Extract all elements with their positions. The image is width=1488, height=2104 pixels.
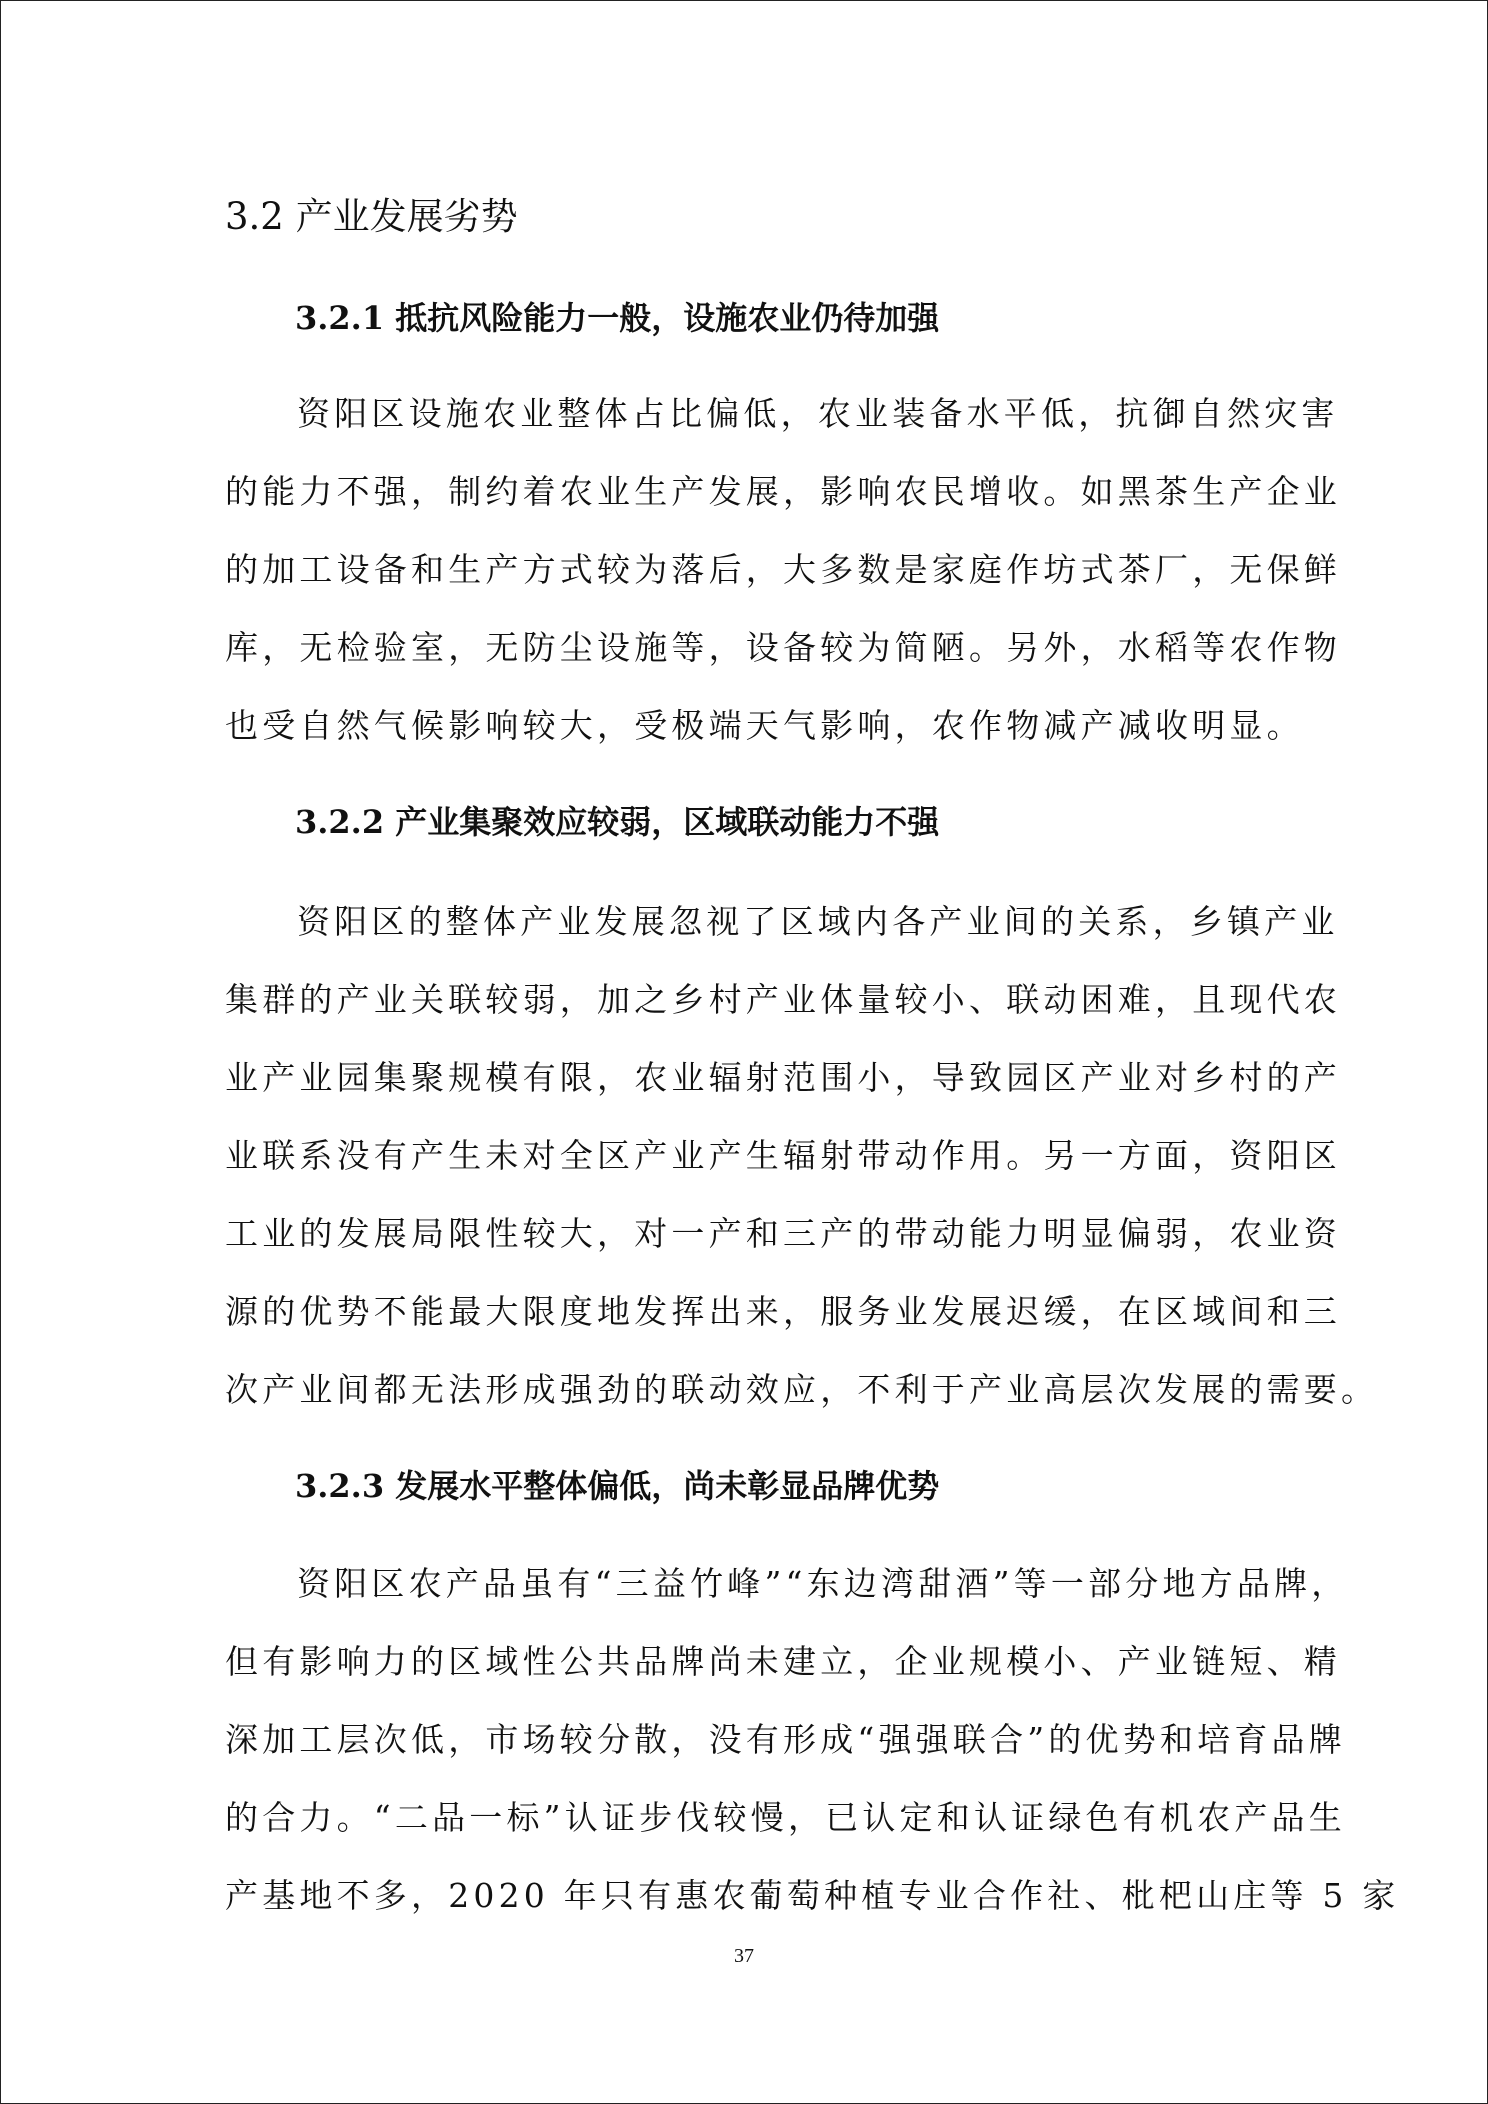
paragraph-line: 业产业园集聚规模有限，农业辐射范围小，导致园区产业对乡村的产: [225, 1058, 1341, 1097]
paragraph-line: 深加工层次低，市场较分散，没有形成“强强联合”的优势和培育品牌: [225, 1720, 1346, 1759]
paragraph-line: 集群的产业关联较弱，加之乡村产业体量较小、联动困难，且现代农: [225, 980, 1341, 1019]
paragraph-line: 但有影响力的区域性公共品牌尚未建立，企业规模小、产业链短、精: [225, 1642, 1341, 1681]
paragraph-line: 也受自然气候影响较大，受极端天气影响，农作物减产减收明显。: [225, 706, 1304, 745]
paragraph-line: 业联系没有产生未对全区产业产生辐射带动作用。另一方面，资阳区: [225, 1136, 1341, 1175]
paragraph-line: 源的优势不能最大限度地发挥出来，服务业发展迟缓，在区域间和三: [225, 1292, 1341, 1331]
subsection-heading-3-2-1: 3.2.1 抵抗风险能力一般，设施农业仍待加强: [295, 299, 940, 337]
subsection-heading-3-2-3: 3.2.3 发展水平整体偏低，尚未彰显品牌优势: [295, 1467, 940, 1505]
subsection-heading-3-2-2: 3.2.2 产业集聚效应较弱，区域联动能力不强: [295, 803, 940, 841]
paragraph-line: 资阳区农产品虽有“三益竹峰”“东边湾甜酒”等一部分地方品牌，: [297, 1564, 1349, 1603]
paragraph-line: 资阳区的整体产业发展忽视了区域内各产业间的关系，乡镇产业: [297, 902, 1339, 941]
paragraph-line: 的合力。“二品一标”认证步伐较慢，已认定和认证绿色有机农产品生: [225, 1798, 1346, 1837]
paragraph-line: 工业的发展局限性较大，对一产和三产的带动能力明显偏弱，农业资: [225, 1214, 1341, 1253]
section-heading: 3.2 产业发展劣势: [225, 195, 518, 238]
page-number: 37: [734, 1945, 754, 1967]
paragraph-line: 资阳区设施农业整体占比偏低，农业装备水平低，抗御自然灾害: [297, 394, 1339, 433]
paragraph-line: 的加工设备和生产方式较为落后，大多数是家庭作坊式茶厂，无保鲜: [225, 550, 1341, 589]
paragraph-line: 的能力不强，制约着农业生产发展，影响农民增收。如黑茶生产企业: [225, 472, 1341, 511]
paragraph-line: 产基地不多，2020 年只有惠农葡萄种植专业合作社、枇杷山庄等 5 家: [225, 1876, 1400, 1915]
paragraph-line: 次产业间都无法形成强劲的联动效应，不利于产业高层次发展的需要。: [225, 1370, 1379, 1409]
paragraph-line: 库，无检验室，无防尘设施等，设备较为简陋。另外，水稻等农作物: [225, 628, 1341, 667]
